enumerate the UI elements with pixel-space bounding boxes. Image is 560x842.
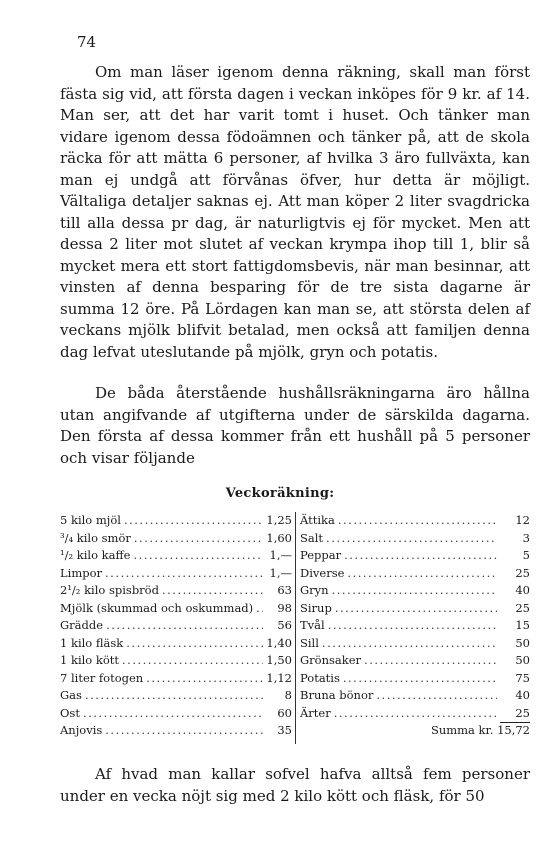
leader-dots bbox=[335, 600, 497, 618]
item-amount: 60 bbox=[277, 705, 292, 720]
table-row bbox=[300, 530, 530, 548]
item-amount: 1,— bbox=[269, 565, 292, 580]
item-label: Bruna bönor bbox=[300, 688, 374, 702]
item-amount: 1,40 bbox=[266, 635, 292, 650]
leader-dots bbox=[328, 617, 497, 635]
paragraph-1: Om man läser igenom denna räkning, skall man först fästa sig vid, att första dagen i veckan inköpes för 9 kr. af 14. Man ser, att det har varit tomt i huset. Och tänker man vidare igenom dessa födoämnen och tänker på, att de skola räcka för att mätta 6 personer, af hvilka 3 äro fullväxta, kan man ej undgå att förvånas öfver, hur detta är möjligt. Vältaliga detaljer saknas ej. Att man köper 2 liter svagdricka till alla dessa pr dag, är naturligtvis ej för mycket. Men att dessa 2 liter mot slutet af veckan krympa ihop till 1, blir så mycket mera ett stort fattigdomsbevis, när man besinnar, att vinsten af denna besparing för de tre sista dagarne är summa 12 öre. På Lördagen kan man se, att största delen af veckans mjölk blifvit betalad, men också att familjen denna dag lefvat uteslutande på mjölk, gryn och potatis. bbox=[60, 63, 530, 361]
item-amount: 1,50 bbox=[266, 653, 292, 667]
leader-dots bbox=[334, 705, 497, 723]
item-label: Tvål bbox=[300, 618, 325, 632]
item-amount: 56 bbox=[277, 618, 292, 632]
item-label: Salt bbox=[300, 530, 324, 545]
item-amount: 15 bbox=[515, 618, 530, 632]
leader-dots bbox=[332, 582, 497, 600]
item-amount: 50 bbox=[515, 635, 530, 650]
item-label: 2¹/₂ kilo spisbröd bbox=[60, 583, 159, 597]
leader-dots bbox=[105, 565, 263, 583]
table-row bbox=[60, 512, 292, 530]
item-label: Ost bbox=[60, 705, 80, 720]
item-amount: 25 bbox=[515, 565, 530, 580]
item-amount: 75 bbox=[515, 670, 530, 685]
item-label: Mjölk (skummad och oskummad) bbox=[60, 600, 254, 615]
page-number: 74 bbox=[77, 33, 97, 51]
expense-table bbox=[60, 512, 530, 740]
table-row bbox=[60, 635, 292, 653]
table-row bbox=[60, 670, 292, 688]
table-row bbox=[300, 635, 530, 653]
leader-dots bbox=[326, 530, 497, 548]
table-row bbox=[60, 652, 292, 670]
table-row bbox=[60, 705, 292, 723]
leader-dots bbox=[338, 512, 497, 530]
item-label: Gryn bbox=[300, 583, 329, 597]
item-amount: 40 bbox=[515, 583, 530, 597]
leader-dots bbox=[134, 530, 263, 548]
table-left-column bbox=[60, 512, 292, 740]
item-amount: 63 bbox=[277, 583, 292, 597]
item-amount: 50 bbox=[515, 653, 530, 667]
sum-value: 15,72 bbox=[497, 723, 530, 737]
table-row bbox=[300, 705, 530, 723]
item-amount: 40 bbox=[515, 688, 530, 702]
leader-dots bbox=[256, 600, 263, 618]
item-amount: 1,25 bbox=[266, 513, 292, 527]
item-amount: 1,— bbox=[269, 548, 292, 562]
item-label: Grädde bbox=[60, 618, 104, 632]
item-label: Anjovis bbox=[60, 723, 103, 737]
sum-label: Summa kr. bbox=[430, 723, 494, 737]
leader-dots bbox=[83, 705, 263, 723]
sum-row bbox=[300, 722, 530, 740]
item-amount: 1,12 bbox=[266, 670, 292, 685]
item-label: 1 kilo fläsk bbox=[60, 635, 124, 650]
item-label: Limpor bbox=[60, 565, 103, 580]
leader-dots bbox=[364, 652, 497, 670]
item-label: Potatis bbox=[300, 670, 340, 685]
item-label: 7 liter fotogen bbox=[60, 670, 144, 685]
table-row bbox=[60, 722, 292, 740]
item-amount: 35 bbox=[277, 723, 292, 737]
table-row bbox=[300, 600, 530, 618]
item-amount: 8 bbox=[284, 688, 292, 702]
leader-dots bbox=[106, 617, 263, 635]
leader-dots bbox=[122, 652, 263, 670]
leader-dots bbox=[105, 722, 263, 740]
table-row bbox=[300, 617, 530, 635]
item-label: Ärter bbox=[300, 705, 331, 720]
table-row bbox=[300, 652, 530, 670]
paragraph-3: Af hvad man kallar sofvel hafva alltså fem personer under en vecka nöjt sig med 2 kilo kött och fläsk, för 50 bbox=[60, 765, 530, 805]
item-label: Sirup bbox=[300, 600, 332, 615]
leader-dots bbox=[162, 582, 263, 600]
item-label: Peppar bbox=[300, 548, 342, 562]
table-row bbox=[60, 617, 292, 635]
table-row bbox=[300, 565, 530, 583]
table-row bbox=[300, 670, 530, 688]
paragraph-2: De båda återstående hushållsräkningarna äro hållna utan angifvande af utgifterna under de särskilda dagarna. Den första af dessa kommer från ett hushåll på 5 personer och visar följande bbox=[60, 384, 530, 467]
item-label: 5 kilo mjöl bbox=[60, 513, 121, 527]
table-row bbox=[60, 547, 292, 565]
leader-dots bbox=[344, 547, 497, 565]
item-amount: 5 bbox=[522, 548, 530, 562]
item-label: Gas bbox=[60, 688, 82, 702]
table-row bbox=[300, 687, 530, 705]
table-row bbox=[300, 547, 530, 565]
column-divider bbox=[295, 512, 296, 744]
item-label: ¹/₂ kilo kaffe bbox=[60, 548, 131, 562]
item-amount: 1,60 bbox=[266, 530, 292, 545]
table-row bbox=[300, 512, 530, 530]
item-label: Ättika bbox=[300, 513, 335, 527]
item-label: Diverse bbox=[300, 565, 345, 580]
leader-dots bbox=[124, 512, 263, 530]
item-label: 1 kilo kött bbox=[60, 653, 120, 667]
leader-dots bbox=[133, 547, 263, 565]
item-amount: 25 bbox=[515, 600, 530, 615]
item-label: Grönsaker bbox=[300, 653, 362, 667]
table-row bbox=[60, 582, 292, 600]
leader-dots bbox=[376, 687, 497, 705]
item-amount: 12 bbox=[515, 513, 530, 527]
leader-dots bbox=[347, 565, 497, 583]
leader-dots bbox=[322, 635, 497, 653]
leader-dots bbox=[85, 687, 263, 705]
leader-dots bbox=[126, 635, 263, 653]
item-amount: 98 bbox=[277, 600, 292, 615]
table-row bbox=[300, 582, 530, 600]
item-amount: 25 bbox=[500, 705, 530, 724]
table-row bbox=[60, 600, 292, 618]
item-label: Sill bbox=[300, 635, 319, 650]
table-row bbox=[60, 565, 292, 583]
item-label: ³/₄ kilo smör bbox=[60, 530, 131, 545]
leader-dots bbox=[343, 670, 497, 688]
item-amount: 3 bbox=[522, 530, 530, 545]
leader-dots bbox=[146, 670, 263, 688]
table-right-column bbox=[300, 512, 530, 740]
table-heading: Veckoräkning: bbox=[225, 486, 335, 501]
table-row bbox=[60, 530, 292, 548]
table-row bbox=[60, 687, 292, 705]
